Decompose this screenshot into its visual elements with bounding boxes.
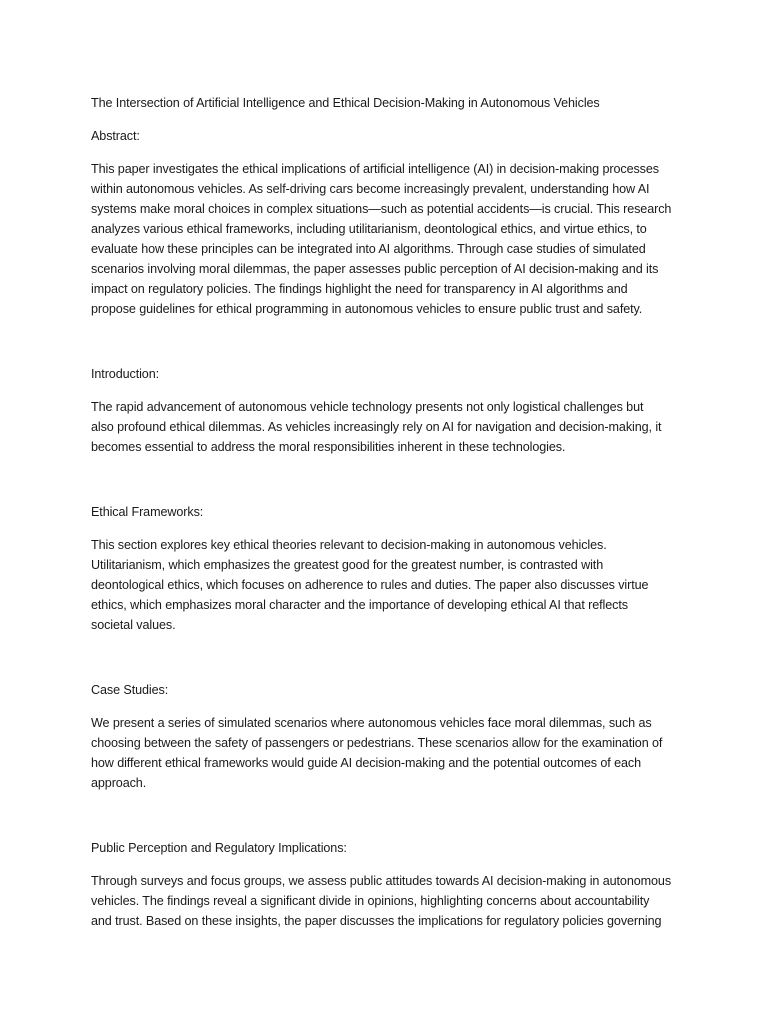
text-line: how different ethical frameworks would guide AI decision-making and the potential outcomes of each bbox=[91, 756, 642, 770]
document-title: The Intersection of Artificial Intelligence and Ethical Decision-Making in Autonomous Vehicles bbox=[91, 96, 600, 110]
text-line: impact on regulatory policies. The findings highlight the need for transparency in AI algorithms and bbox=[91, 282, 628, 296]
text-line: ethics, which emphasizes moral character and the importance of developing ethical AI that reflects bbox=[91, 598, 628, 612]
text-line: propose guidelines for ethical programming in autonomous vehicles to ensure public trust and safety. bbox=[91, 302, 643, 316]
text-line: and trust. Based on these insights, the paper discusses the implications for regulatory policies governing bbox=[91, 914, 662, 928]
text-line: We present a series of simulated scenarios where autonomous vehicles face moral dilemmas, such as bbox=[91, 716, 652, 730]
text-line: analyzes various ethical frameworks, including utilitarianism, deontological ethics, and virtue ethics, to bbox=[91, 222, 647, 236]
text-line: This paper investigates the ethical implications of artificial intelligence (AI) in decision-making processes bbox=[91, 162, 659, 176]
text-line: also profound ethical dilemmas. As vehicles increasingly rely on AI for navigation and decision-making, it bbox=[91, 420, 662, 434]
text-line: The rapid advancement of autonomous vehicle technology presents not only logistical challenges but bbox=[91, 400, 644, 414]
text-line: choosing between the safety of passengers or pedestrians. These scenarios allow for the examination of bbox=[91, 736, 663, 750]
section-body-introduction bbox=[91, 397, 691, 457]
document-body bbox=[91, 93, 691, 931]
section-heading-introduction: Introduction: bbox=[91, 367, 160, 381]
text-line: Through surveys and focus groups, we assess public attitudes towards AI decision-making in autonomous bbox=[91, 874, 672, 888]
text-line: vehicles. The findings reveal a significant divide in opinions, highlighting concerns about accountability bbox=[91, 894, 650, 908]
section-body-abstract bbox=[91, 159, 691, 319]
text-line: within autonomous vehicles. As self-driving cars become increasingly prevalent, understanding how AI bbox=[91, 182, 650, 196]
section-heading-case-studies: Case Studies: bbox=[91, 683, 169, 697]
text-line: Utilitarianism, which emphasizes the greatest good for the greatest number, is contrasted with bbox=[91, 558, 604, 572]
section-body-ethical-frameworks bbox=[91, 535, 691, 635]
section-heading-ethical-frameworks: Ethical Frameworks: bbox=[91, 505, 204, 519]
section-body-case-studies bbox=[91, 713, 691, 793]
text-line: systems make moral choices in complex situations—such as potential accidents—is crucial. This research bbox=[91, 202, 672, 216]
section-body-public-perception bbox=[91, 871, 691, 931]
section-heading-abstract: Abstract: bbox=[91, 129, 140, 143]
section-heading-public-perception: Public Perception and Regulatory Implications: bbox=[91, 841, 347, 855]
text-line: societal values. bbox=[91, 618, 176, 632]
text-line: becomes essential to address the moral responsibilities inherent in these technologies. bbox=[91, 440, 566, 454]
text-line: scenarios involving moral dilemmas, the paper assesses public perception of AI decision-making and its bbox=[91, 262, 659, 276]
text-line: This section explores key ethical theories relevant to decision-making in autonomous vehicles. bbox=[91, 538, 607, 552]
text-line: evaluate how these principles can be integrated into AI algorithms. Through case studies of simulated bbox=[91, 242, 646, 256]
text-line: deontological ethics, which focuses on adherence to rules and duties. The paper also discusses virtue bbox=[91, 578, 649, 592]
text-line: approach. bbox=[91, 776, 147, 790]
